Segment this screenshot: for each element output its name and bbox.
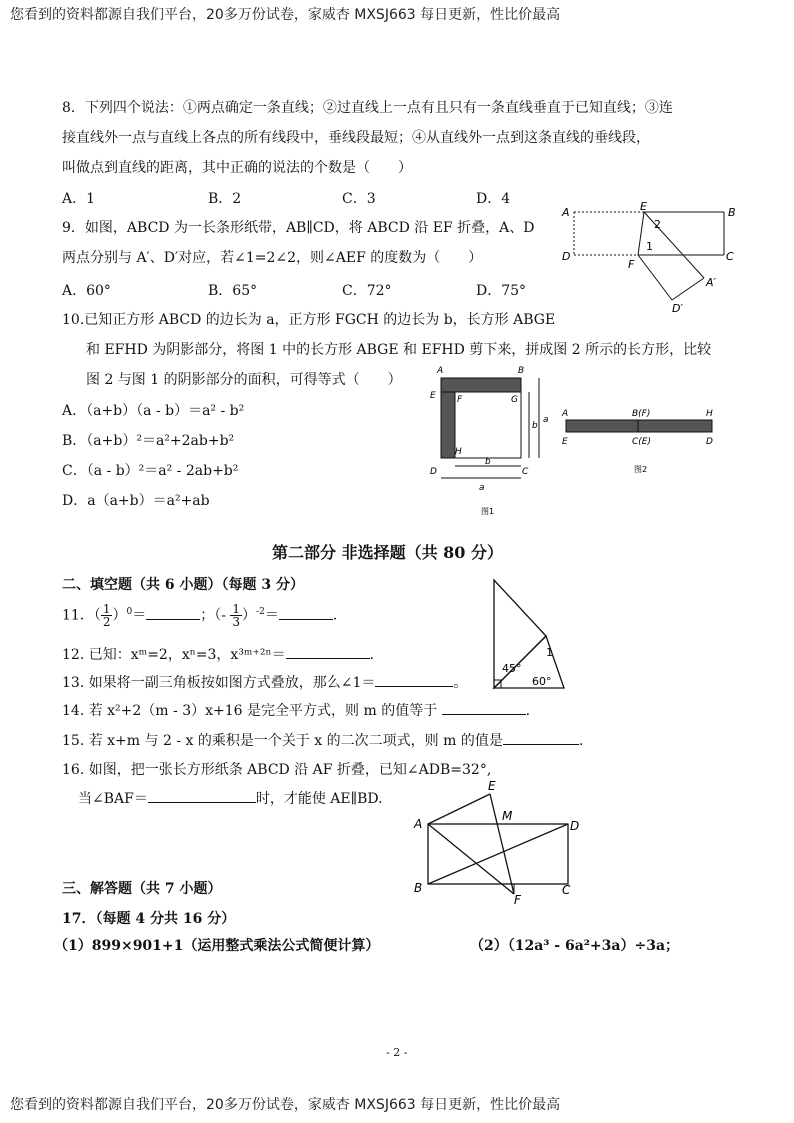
q13-angle-45: 45°	[502, 662, 522, 675]
q16-text-before: 当∠BAF＝	[78, 791, 148, 807]
q9-label-e: E	[640, 200, 647, 213]
q8-line2: 接直线外一点与直线上各点的所有线段中，垂线段最短；④从直线外一点到这条直线的垂线段，	[62, 130, 650, 146]
q10-fig2-label-a: A	[562, 409, 569, 419]
q12-blank[interactable]	[286, 644, 370, 659]
q10-fig2-label-d: D	[706, 437, 713, 447]
q13-end: 。	[453, 675, 468, 691]
q15-text: 15. 若 x+m 与 2 - x 的乘积是一个关于 x 的二次二项式，则 m 的值是	[62, 733, 503, 749]
q8-line3: 叫做点到直线的距离，其中正确的说法的个数是（ ）	[62, 160, 412, 176]
q10-fig2-caption: 图2	[634, 465, 648, 474]
q10-fig2-label-h: H	[706, 409, 713, 419]
q9-label-b: B	[728, 206, 736, 219]
q11-fraction-2: $\frac{1}{3}$	[232, 602, 241, 630]
q10-line3: 图 2 与图 1 的阴影部分的面积，可得等式（ ）	[86, 372, 402, 388]
q9-option-b: B．65°	[208, 283, 258, 299]
q9-line1: 9．如图，ABCD 为一长条形纸带，AB∥CD，将 ABCD 沿 EF 折叠，A、D	[62, 220, 535, 236]
q10-figure-1	[425, 362, 560, 522]
q12-line	[62, 644, 374, 665]
q10-fig1-label-b: B	[518, 366, 525, 376]
q10-fig2-label-bf: B(F)	[632, 409, 651, 419]
q10-fig2-label-ce: C(E)	[632, 437, 651, 447]
q10-line2: 和 EFHD 为阴影部分，将图 1 中的长方形 ABGE 和 EFHD 剪下来，拼成图 2 所示的长方形，比较	[86, 342, 712, 358]
q15-blank[interactable]	[503, 730, 579, 745]
q11-blank-2[interactable]	[279, 605, 333, 620]
q10-fig1-label-side-a: a	[543, 415, 549, 425]
q9-option-d: D．75°	[476, 283, 527, 299]
q16-label-b: B	[414, 881, 423, 895]
q11-end: ．	[332, 607, 347, 624]
q10-fig1-label-g: G	[511, 395, 518, 405]
q10-option-b: B．（a+b）²＝a²+2ab+b²	[62, 433, 235, 449]
q9-label-d: D	[562, 250, 571, 263]
q9-label-angle1: 1	[646, 240, 653, 253]
q10-fig1-label-d: D	[430, 467, 437, 477]
q9-folding-figure	[560, 200, 750, 318]
q16-label-d: D	[570, 819, 580, 833]
q14-blank[interactable]	[442, 700, 526, 715]
q11-exponent-2: -2	[256, 607, 265, 617]
q16-text-after: 时，才能使 AE∥BD.	[255, 791, 383, 807]
q13-angle-60: 60°	[532, 675, 552, 688]
q10-fig1-caption: 图1	[481, 507, 495, 516]
q8-option-b: B．2	[208, 191, 242, 207]
q13-angle-1: 1	[546, 646, 553, 659]
q15-end: .	[578, 733, 584, 749]
q10-figure-2	[558, 402, 728, 476]
q13-blank[interactable]	[375, 672, 453, 687]
q10-fig1-label-e: E	[430, 391, 436, 401]
section2-title: 二、填空题（共 6 小题）（每题 3 分）	[62, 577, 304, 593]
q16-label-f: F	[514, 893, 521, 906]
q13-text: 13. 如果将一副三角板按如图方式叠放，那么∠1＝	[62, 675, 376, 691]
q9-option-a: A．60°	[62, 283, 111, 299]
q9-label-a-prime: A′	[706, 276, 717, 289]
q10-fig1-label-c: C	[522, 467, 529, 477]
q16-blank[interactable]	[148, 788, 256, 803]
q10-option-a: A．（a+b）（a - b）＝a² - b²	[62, 403, 245, 419]
q9-line2: 两点分别与 A′、D′对应，若∠1=2∠2，则∠AEF 的度数为（ ）	[62, 250, 483, 266]
q9-label-d-prime: D′	[672, 302, 683, 315]
q10-fig1-label-side-b: b	[532, 421, 538, 431]
q9-label-c: C	[726, 250, 734, 263]
q11-separator: ；	[200, 607, 215, 624]
q15-line	[62, 730, 583, 751]
q9-option-c: C．72°	[342, 283, 392, 299]
q16-folding-figure	[410, 780, 590, 906]
q10-fig1-label-h: H	[455, 447, 462, 457]
part2-title: 第二部分 非选择题（共 80 分）	[272, 543, 503, 562]
q10-option-c: C．（a - b）²＝a² - 2ab+b²	[62, 463, 239, 479]
q17-part2: （2）（12a³ - 6a²+3a）÷3a；	[470, 938, 680, 954]
q10-fig1-label-f: F	[457, 395, 463, 405]
top-banner: 您看到的资料都源自我们平台，20多万份试卷，家威杏 MXSJ663 每日更新，性比价最高	[10, 7, 561, 23]
q10-line1: 10.已知正方形 ABCD 的边长为 a，正方形 FGCH 的边长为 b，长方形 ABGE	[62, 312, 556, 328]
q13-triangle-figure	[486, 572, 576, 696]
q16-line2	[78, 788, 383, 809]
q11-line: 11．（ $\frac{1}{2}$ ）$^0$＝ ；（- $\frac{1}{3}$ ）$^{-2}$＝ ．	[62, 602, 347, 630]
q16-label-c: C	[562, 883, 571, 897]
q10-fig1-label-bottom-b: b	[485, 457, 491, 467]
page-number: - 2 -	[386, 1046, 408, 1059]
q14-end: .	[525, 703, 531, 719]
q9-label-angle2: 2	[654, 218, 661, 231]
q10-option-d: D．a（a+b）＝a²+ab	[62, 493, 210, 509]
q16-label-a: A	[414, 817, 423, 831]
q8-option-d: D．4	[476, 191, 511, 207]
bottom-banner: 您看到的资料都源自我们平台，20多万份试卷，家威杏 MXSJ663 每日更新，性比价最高	[10, 1097, 561, 1113]
q8-option-c: C．3	[342, 191, 376, 207]
q10-fig2-label-e: E	[562, 437, 568, 447]
q9-label-f: F	[628, 258, 635, 271]
q11-blank-1[interactable]	[146, 605, 200, 620]
q14-line	[62, 700, 530, 721]
q16-label-m: M	[502, 809, 513, 823]
section3-title: 三、解答题（共 7 小题）	[62, 881, 222, 897]
q16-label-e: E	[488, 780, 496, 793]
q10-fig1-label-a: A	[437, 366, 444, 376]
q11-exponent-1: 0	[126, 607, 133, 617]
q12-end: .	[369, 647, 375, 663]
q12-text: 12. 已知：xᵐ=2，xⁿ=3，x³ᵐ⁺²ⁿ＝	[62, 647, 286, 663]
q11-number: 11．	[62, 607, 94, 624]
q14-text: 14. 若 x²+2（m - 3）x+16 是完全平方式，则 m 的值等于	[62, 703, 438, 719]
q17-part1: （1）899×901+1（运用整式乘法公式简便计算）	[54, 938, 380, 954]
q11-equals-2: ＝	[264, 607, 279, 624]
q11-fraction-1: $\frac{1}{2}$	[102, 602, 111, 630]
q17-title: 17．（每题 4 分共 16 分）	[62, 911, 236, 927]
q10-fig1-label-bottom-a: a	[479, 483, 485, 493]
q13-line	[62, 672, 467, 693]
q8-option-a: A．1	[62, 191, 96, 207]
q9-label-a: A	[562, 206, 570, 219]
q16-line1: 16. 如图，把一张长方形纸条 ABCD 沿 AF 折叠，已知∠ADB=32°,	[62, 762, 492, 778]
q8-line1: 8．下列四个说法：①两点确定一条直线；②过直线上一点有且只有一条直线垂直于已知直线；③连	[62, 100, 673, 116]
q11-equals-1: ＝	[132, 607, 147, 624]
